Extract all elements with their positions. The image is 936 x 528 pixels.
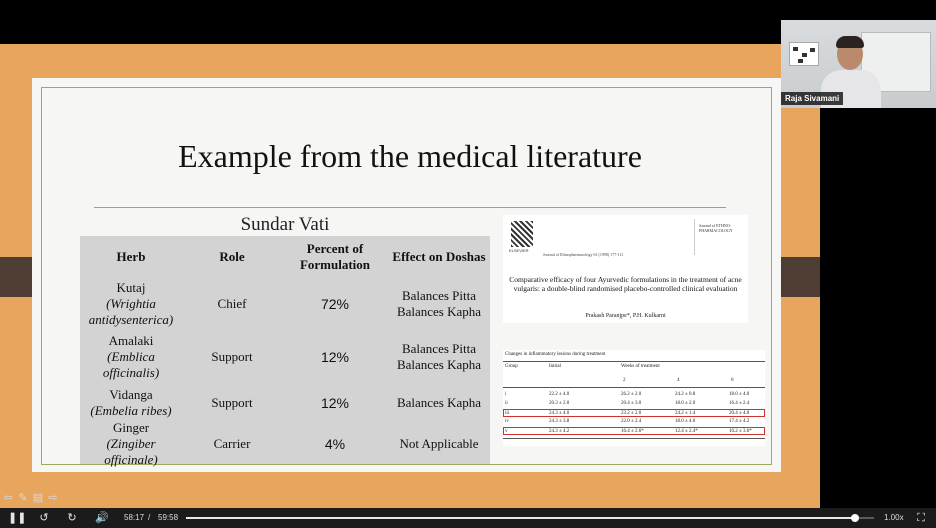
herb-latin-name: (Zingiber officinale) <box>104 436 158 467</box>
lesions-caption: Changes in inflammatory lesions during treatment <box>505 352 606 357</box>
effect-cell: Not Applicable <box>399 436 479 451</box>
week6-cell: 17.4 ± 4.2 <box>729 419 750 424</box>
percent-cell: 72% <box>320 296 350 312</box>
herb-latin-name: (Emblica officinalis) <box>102 349 160 380</box>
wall-frame <box>789 42 819 66</box>
week6-cell: 10.2 ± 3.6* <box>729 429 752 434</box>
table-rule <box>503 361 765 362</box>
week-label: 2 <box>623 378 626 383</box>
lesions-header <box>503 363 765 371</box>
rewind-icon[interactable]: ↺ <box>39 512 49 524</box>
herb-table <box>80 236 490 467</box>
role-cell: Support <box>211 349 253 364</box>
table-row <box>80 381 490 425</box>
percent-cell: 12% <box>320 349 350 365</box>
lesions-row <box>503 391 765 399</box>
volume-icon[interactable]: 🔊 <box>95 512 109 524</box>
pause-icon[interactable]: ❚❚ <box>8 512 27 524</box>
video-controls <box>0 508 936 528</box>
time-separator: / <box>148 513 151 522</box>
lesions-row-highlighted <box>503 409 765 417</box>
herb-cell <box>80 278 182 330</box>
col-initial: Initial <box>549 364 561 369</box>
initial-cell: 20.3 ± 2.0 <box>549 401 570 406</box>
col-group: Group <box>505 364 518 369</box>
slide-title: Example from the medical literature <box>178 138 642 174</box>
week2-cell: 16.4 ± 2.6* <box>621 429 644 434</box>
week4-cell: 24.2 ± 1.4 <box>675 411 696 416</box>
lesions-row <box>503 418 765 426</box>
lesions-row <box>503 400 765 408</box>
herb-cell <box>80 334 182 380</box>
role-cell: Support <box>211 395 253 410</box>
week2-cell: 22.0 ± 2.4 <box>621 419 642 424</box>
herb-cell <box>80 381 182 425</box>
effect-cell: Balances Kapha <box>396 395 482 410</box>
forward-icon[interactable]: ↻ <box>67 512 77 524</box>
group-cell: i <box>505 392 507 397</box>
progress-thumb[interactable] <box>851 514 859 522</box>
lesions-table <box>503 350 765 446</box>
table-row <box>80 420 490 467</box>
herb-latin-name: (Wrightia antidysenterica) <box>88 296 174 327</box>
header-role: Role <box>219 249 245 264</box>
publisher-name: ELSEVIER <box>509 248 529 253</box>
week-label: 6 <box>731 378 734 383</box>
herb-name: Ginger <box>112 420 150 435</box>
col-weeks: Weeks of treatment <box>621 364 660 369</box>
herb-name: Kutaj <box>116 280 146 295</box>
initial-cell: 22.2 ± 4.0 <box>549 392 570 397</box>
table-row <box>80 334 490 380</box>
playback-speed[interactable]: 1.00x <box>884 513 904 522</box>
herb-latin-name: (Embelia ribes) <box>90 403 172 418</box>
week2-cell: 26.2 ± 2.0 <box>621 392 642 397</box>
lesions-row-highlighted <box>503 427 765 435</box>
week4-cell: 18.0 ± 2.0 <box>675 401 696 406</box>
effect-cell: Balances Pitta Balances Kapha <box>396 288 482 319</box>
title-divider <box>94 207 726 208</box>
herb-cell <box>80 420 182 467</box>
next-arrow-icon[interactable]: ⇨ <box>48 492 58 504</box>
week2-cell: 23.2 ± 2.0 <box>621 411 642 416</box>
week6-cell: 20.4 ± 4.0 <box>729 411 750 416</box>
presenter-webcam <box>781 20 936 108</box>
week2-cell: 20.4 ± 3.0 <box>621 401 642 406</box>
herb-name: Vidanga <box>109 387 153 402</box>
table-rule <box>503 387 765 388</box>
week-label: 4 <box>677 378 680 383</box>
week4-cell: 24.2 ± 0.8 <box>675 392 696 397</box>
header-percent: Percent of Formulation <box>299 241 371 272</box>
initial-cell: 24.3 ± 4.0 <box>549 411 570 416</box>
table-header-row <box>80 236 490 278</box>
lesions-weeks-row <box>503 377 765 385</box>
percent-cell: 12% <box>320 395 350 411</box>
fullscreen-icon[interactable]: ⛶ <box>917 512 925 524</box>
table-rule <box>503 438 765 439</box>
progress-fill <box>186 517 855 519</box>
duration: 59:58 <box>158 513 179 522</box>
table-title: Sundar Vati <box>240 214 330 235</box>
group-cell: v <box>505 429 508 434</box>
week6-cell: 18.0 ± 4.0 <box>729 392 750 397</box>
group-cell: ii <box>505 401 508 406</box>
presenter-hair <box>836 36 864 48</box>
pen-icon[interactable]: ✎ <box>18 492 28 504</box>
role-cell: Chief <box>217 296 247 311</box>
initial-cell: 24.3 ± 4.2 <box>549 429 570 434</box>
week4-cell: 18.0 ± 4.0 <box>675 419 696 424</box>
week4-cell: 12.4 ± 2.4* <box>675 429 698 434</box>
header-herb: Herb <box>116 249 146 264</box>
presenter-name: Raja Sivamani <box>781 92 843 105</box>
progress-bar[interactable] <box>186 517 874 519</box>
paper-authors: Prakash Paranjpe*, P.H. Kulkarni <box>585 313 666 319</box>
elsevier-tree-icon <box>511 221 533 247</box>
header-effect: Effect on Doshas <box>392 249 486 264</box>
journal-logo: Journal of ETHNO-PHARMACOLOGY <box>694 219 738 255</box>
table-row <box>80 278 490 330</box>
role-cell: Carrier <box>213 436 251 451</box>
initial-cell: 24.3 ± 3.8 <box>549 419 570 424</box>
slides-icon[interactable]: ▤ <box>32 492 44 504</box>
paper-excerpt <box>503 215 748 323</box>
group-cell: iv <box>505 419 509 424</box>
prev-arrow-icon[interactable]: ⇦ <box>3 492 13 504</box>
week6-cell: 16.4 ± 2.4 <box>729 401 750 406</box>
annotation-toolbar <box>2 492 59 506</box>
group-cell: iii <box>505 411 510 416</box>
effect-cell: Balances Pitta Balances Kapha <box>396 341 482 372</box>
current-time: 58:17 <box>124 513 145 522</box>
herb-name: Amalaki <box>108 333 154 348</box>
journal-reference: Journal of Ethnopharmacology 61 (1998) 177-111 <box>543 252 624 257</box>
paper-title: Comparative efficacy of four Ayurvedic formulations in the treatment of acne vulgaris: a double-blind randomised placebo-controlled clinical evaluation <box>509 275 742 293</box>
percent-cell: 4% <box>324 436 346 452</box>
